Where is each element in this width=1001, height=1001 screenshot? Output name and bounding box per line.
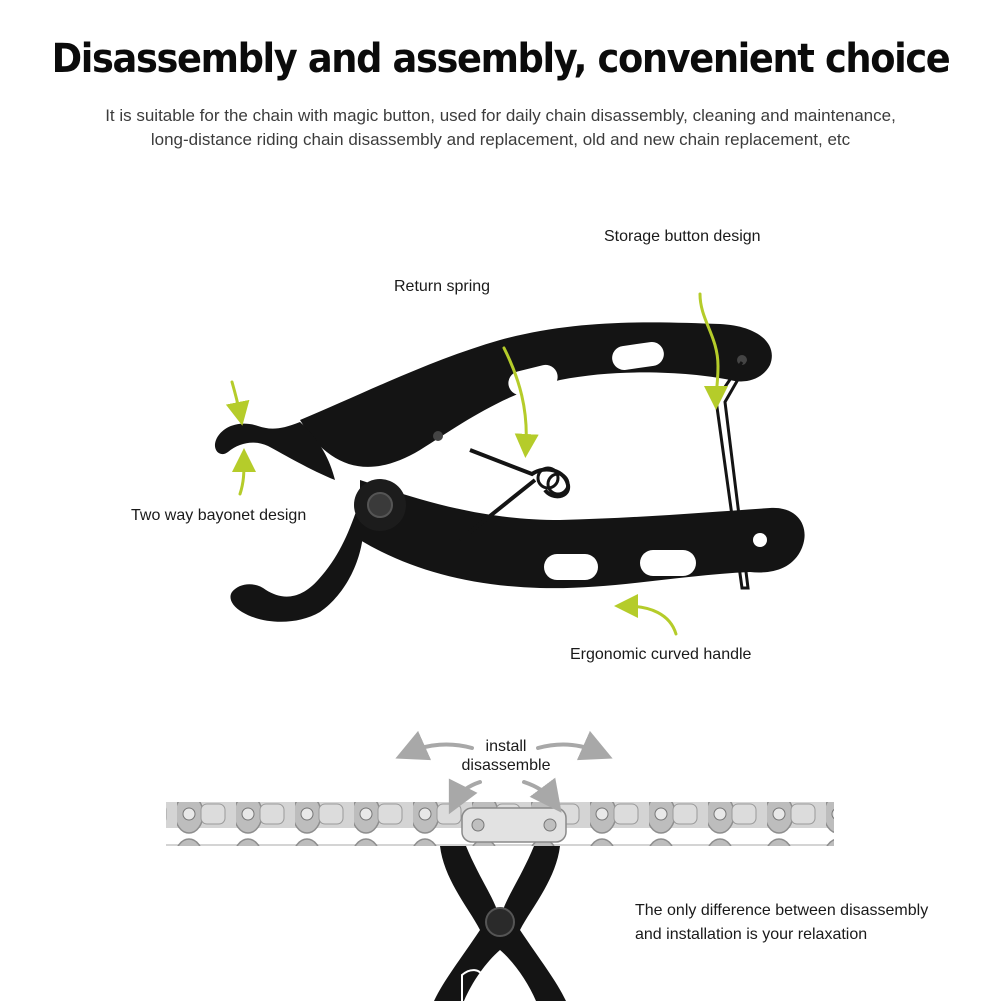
- label-disassemble: disassemble: [461, 757, 551, 774]
- label-ergonomic-handle: Ergonomic curved handle: [570, 646, 752, 663]
- label-install: install: [485, 738, 527, 755]
- label-difference-note: [635, 899, 995, 947]
- label-storage-button: Storage button design: [604, 228, 761, 245]
- label-two-way-bayonet: Two way bayonet design: [131, 507, 307, 524]
- bike-chain-illustration: [166, 802, 834, 846]
- difference-line-2: and installation is your relaxation: [635, 926, 868, 943]
- pliers-closeup-illustration: [434, 846, 566, 1001]
- description-line-1: It is suitable for the chain with magic button, used for daily chain disassembly, cleaning and maintenance,: [105, 106, 896, 125]
- description-line-2: long-distance riding chain disassembly and replacement, old and new chain replacement, etc: [150, 130, 851, 149]
- headline: Disassembly and assembly, convenient choice: [51, 36, 950, 82]
- label-return-spring: Return spring: [394, 278, 491, 295]
- difference-line-1: The only difference between disassembly: [635, 902, 929, 919]
- pliers-tool-illustration: [215, 322, 805, 621]
